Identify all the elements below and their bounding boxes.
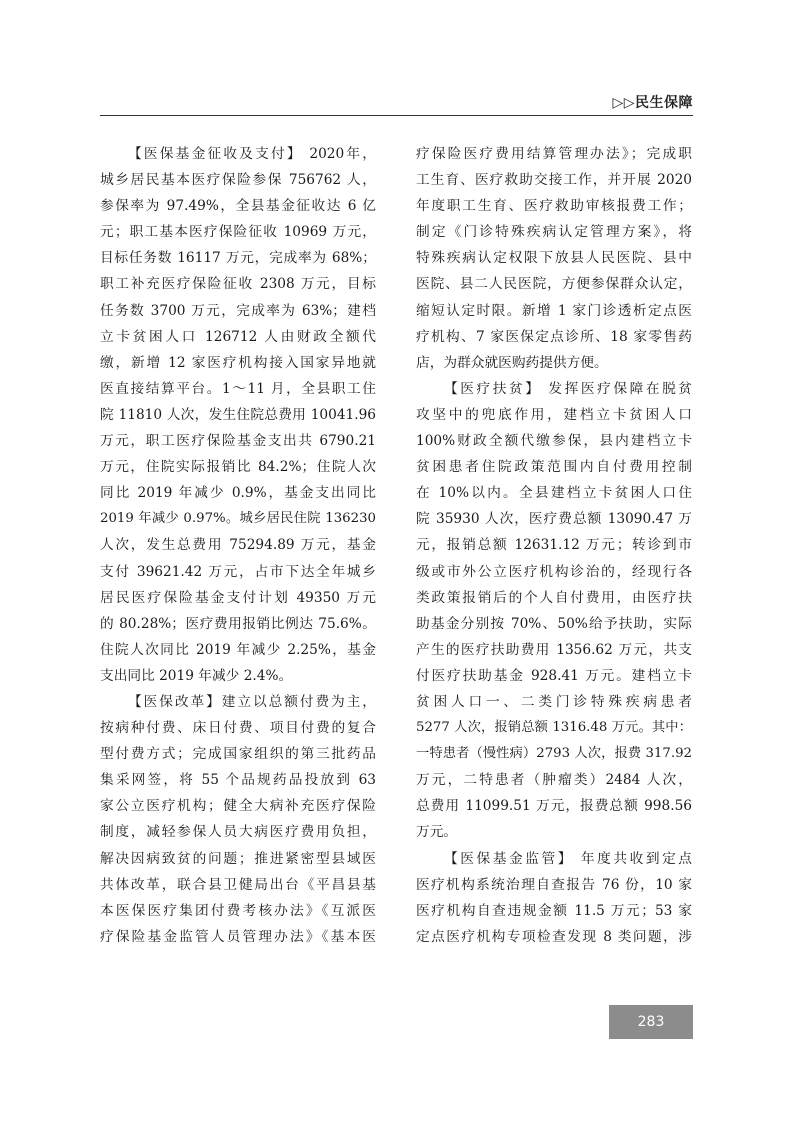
paragraph-line: 贫困人口一、二类门诊特殊疾病患者 <box>416 693 692 710</box>
paragraph-line: 万元，住院实际报销比 84.2%；住院人次 <box>100 459 376 476</box>
paragraph-line: 总费用 11099.51 万元，报费总额 998.56 <box>416 798 692 815</box>
paragraph-line: 家公立医疗机构；健全大病补充医疗保险 <box>100 798 376 815</box>
paragraph-line: 解决因病致贫的问题；推进紧密型县域医 <box>100 850 376 867</box>
paragraph-line: 缴，新增 12 家医疗机构接入国家异地就 <box>100 354 376 371</box>
paragraph-line: 万元，职工医疗保险基金支出共 6790.21 <box>100 433 376 450</box>
paragraph-line: 的 80.28%；医疗费用报销比例达 75.6%。 <box>100 615 376 632</box>
paragraph-line: 定点医疗机构专项检查发现 8 类问题，涉 <box>416 928 692 945</box>
paragraph-line: 类政策报销后的个人自付费用，由医疗扶 <box>416 589 692 606</box>
paragraph-line: 店，为群众就医购药提供方便。 <box>416 354 608 371</box>
paragraph-line: 一特患者（慢性病）2793 人次，报费 317.92 <box>416 746 692 762</box>
paragraph-line: 在 10%以内。全县建档立卡贫困人口住 <box>416 485 692 502</box>
paragraph-line: 医直接结算平台。1～11 月，全县职工住 <box>100 380 376 397</box>
paragraph-line: 院 11810 人次，发生住院总费用 10041.96 <box>100 406 376 423</box>
paragraph-line: 疗保险基金监管人员管理办法》《基本医 <box>100 928 376 945</box>
paragraph-line: 工生育、医疗救助交接工作，并开展 2020 <box>416 172 692 189</box>
paragraph-line: 参保率为 97.49%，全县基金征收达 6 亿 <box>100 198 376 215</box>
paragraph-line: 贫困患者住院政策范围内自付费用控制 <box>416 459 692 476</box>
paragraph-line: 制度，减轻参保人员大病医疗费用负担， <box>100 824 376 841</box>
header-rule <box>100 115 693 116</box>
paragraph-line: 元；职工基本医疗保险征收 10969 万元， <box>100 224 376 241</box>
paragraph-line: 居民医疗保险基金支付计划 49350 万元 <box>100 589 376 606</box>
paragraph-line: 院 35930 人次，医疗费总额 13090.47 万 <box>416 511 692 528</box>
paragraph-line: 特殊疾病认定权限下放县人民医院、县中 <box>416 250 692 267</box>
paragraph-line: 医院、县二人民医院，方便参保群众认定， <box>416 276 692 293</box>
paragraph-line: 集采网签，将 55 个品规药品投放到 63 <box>100 772 376 789</box>
paragraph-line: 付医疗扶助基金 928.41 万元。建档立卡 <box>416 667 692 684</box>
page-number: 283 <box>609 1005 693 1039</box>
paragraph-line: 城乡居民基本医疗保险参保 756762 人， <box>100 172 376 189</box>
paragraph-line: 立卡贫困人口 126712 人由财政全额代 <box>100 328 376 345</box>
paragraph-line: 型付费方式；完成国家组织的第三批药品 <box>100 746 376 763</box>
left-column <box>100 141 376 950</box>
paragraph-line: 100%财政全额代缴参保，县内建档立卡 <box>416 433 692 450</box>
paragraph-line: 支出同比 2019 年减少 2.4%。 <box>100 667 293 684</box>
paragraph-line: 元，报销总额 12631.12 万元；转诊到市 <box>416 537 692 554</box>
paragraph-line: 助基金分别按 70%、50%给予扶助，实际 <box>416 615 692 632</box>
paragraph-line: 疗机构、7 家医保定点诊所、18 家零售药 <box>416 328 692 345</box>
paragraph-line: 攻坚中的兜底作用，建档立卡贫困人口 <box>416 406 692 423</box>
paragraph-line: 同比 2019 年减少 0.9%，基金支出同比 <box>100 485 376 502</box>
paragraph-line: 【医保基金征收及支付】 2020年， <box>128 146 376 162</box>
paragraph-line: 2019 年减少 0.97%。城乡居民住院 136230 <box>100 511 376 527</box>
paragraph-line: 按病种付费、床日付费、项目付费的复合 <box>100 720 376 737</box>
paragraph-line: 万元，二特患者（肿瘤类）2484 人次， <box>416 772 692 789</box>
right-column <box>416 141 692 950</box>
paragraph-line: 【医保基金监管】 年度共收到定点 <box>444 850 692 867</box>
running-header <box>100 90 693 120</box>
paragraph-line: 年度职工生育、医疗救助审核报费工作； <box>416 198 692 215</box>
paragraph-line: 人次，发生总费用 75294.89 万元，基金 <box>100 537 376 554</box>
paragraph-line: 制定《门诊特殊疾病认定管理方案》，将 <box>416 224 692 241</box>
paragraph-line: 医疗机构自查违规金额 11.5 万元；53 家 <box>416 902 692 919</box>
paragraph-line: 医疗机构系统治理自查报告 76 份，10 家 <box>416 876 692 893</box>
paragraph-line: 支付 39621.42 万元，占市下达全年城乡 <box>100 563 376 580</box>
paragraph-line: 疗保险医疗费用结算管理办法》；完成职 <box>416 146 692 162</box>
paragraph-line: 【医疗扶贫】 发挥医疗保障在脱贫 <box>444 380 692 397</box>
section-title: ▷▷民生保障 <box>612 95 693 111</box>
paragraph-line: 共体改革，联合县卫健局出台《平昌县基 <box>100 876 376 893</box>
paragraph-line: 目标任务数 16117 万元，完成率为 68%； <box>100 250 376 267</box>
paragraph-line: 住院人次同比 2019 年减少 2.25%，基金 <box>100 641 376 658</box>
paragraph-line: 职工补充医疗保险征收 2308 万元，目标 <box>100 276 376 293</box>
paragraph-line: 万元。 <box>416 824 458 841</box>
paragraph-line: 【医保改革】建立以总额付费为主， <box>128 693 376 710</box>
paragraph-line: 产生的医疗扶助费用 1356.62 万元，共支 <box>416 641 692 658</box>
paragraph-line: 本医保医疗集团付费考核办法》《互派医 <box>100 902 376 919</box>
paragraph-line: 任务数 3700 万元，完成率为 63%；建档 <box>100 302 376 319</box>
paragraph-line: 缩短认定时限。新增 1 家门诊透析定点医 <box>416 302 692 319</box>
paragraph-line: 5277 人次，报销总额 1316.48 万元。其中： <box>416 720 692 736</box>
paragraph-line: 级或市外公立医疗机构诊治的，经现行各 <box>416 563 692 580</box>
